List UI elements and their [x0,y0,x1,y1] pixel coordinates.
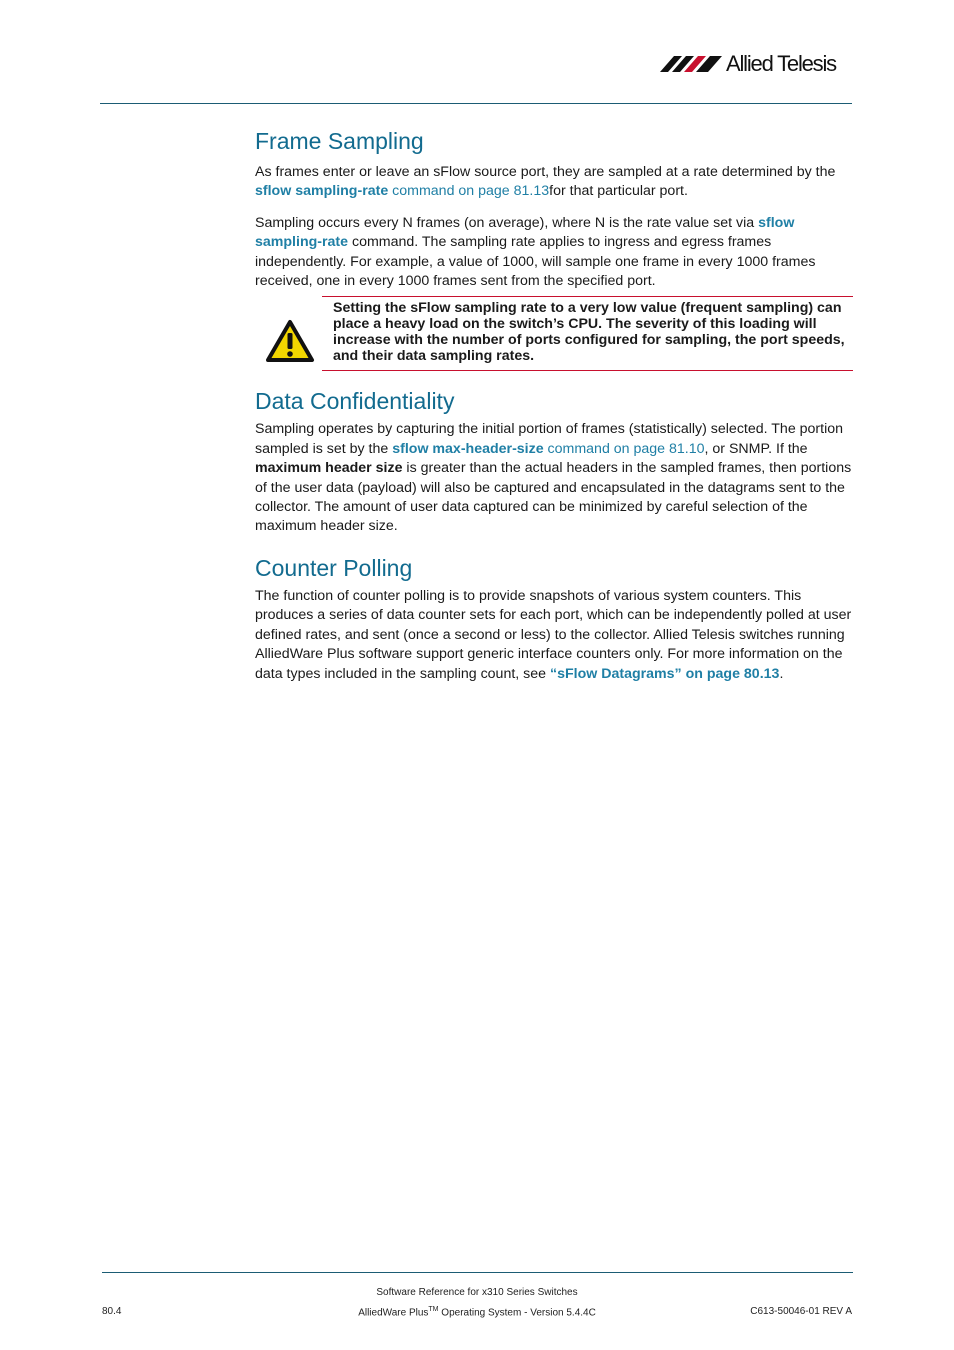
section-title-data-confidentiality: Data Confidentiality [255,388,455,415]
logo-mark-icon [660,50,726,78]
allied-telesis-logo [660,50,856,78]
warning-text: Setting the sFlow sampling rate to a very low value (frequent sampling) can place a heavy load on the switch’s CPU. The severity of this loading will increase with the number of ports configured for sampling, the port speeds, and their data sampling rates. [333,300,845,365]
link-sflow-sampling-rate[interactable]: sflow sampling-rate command on page 81.13 [255,183,550,200]
footer-doc-code: C613-50046-01 REV A [750,1306,852,1317]
link-sflow-max-header-size[interactable]: sflow max-header-size command on page 81.10 [392,440,705,457]
footer-title: Software Reference for x310 Series Switches [376,1287,578,1298]
maximum-header-size-term: maximum header size [255,460,403,477]
data-confidentiality-paragraph: Sampling operates by capturing the initial portion of frames (statistically) selected. The portion sampled is set by the sflow max-header-size command on page 81.10, or SNMP. If the maximum header size is greater than the actual headers in the sampled frames, then portions of the user data (payload) will also be captured and encapsulated in the datagrams sent to the collector. The amount of user data captured can be minimized by careful selection of the maximum header size. [255,421,852,535]
page-content [255,126,853,684]
section-title-counter-polling: Counter Polling [255,554,413,581]
link-sflow-datagrams[interactable]: “sFlow Datagrams” on page 80.13 [549,665,780,682]
header-rule [100,103,852,104]
frame-sampling-paragraph-1: As frames enter or leave an sFlow source port, they are sampled at a rate determined by the sflow sampling-rate command on page 81.13for that particular port. [255,164,836,200]
link-sflow-sampling-rate-2[interactable]: sflow sampling-rate [255,214,795,251]
counter-polling-paragraph: The function of counter polling is to provide snapshots of various system counters. This produces a series of data counter sets for each port, which can be independently polled at user defined rates, and sent (once a second or less) to the collector. Allied Telesis switches running AlliedWare Plus software support generic interface counters only. For more information on the data types included in the sampling count, see “sFlow Datagrams” on page 80.13. [255,587,852,682]
warning-icon [265,319,315,363]
logo-text: Allied Telesis [726,51,836,76]
footer-page-number: 80.4 [102,1306,122,1317]
frame-sampling-paragraph-2: Sampling occurs every N frames (on average), where N is the rate value set via sflow sampling-rate command. The sampling rate applies to ingress and egress frames independently. For example, a value of 1000, will sample one frame in every 1000 frames received, one in every 1000 frames sent from the specified port. [255,214,816,290]
section-title-frame-sampling: Frame Sampling [255,128,424,154]
warning-box [322,296,853,371]
footer-rule [102,1272,853,1273]
footer-product: AlliedWare Plus™ Operating System - Version 5.4.4C [358,1306,596,1319]
